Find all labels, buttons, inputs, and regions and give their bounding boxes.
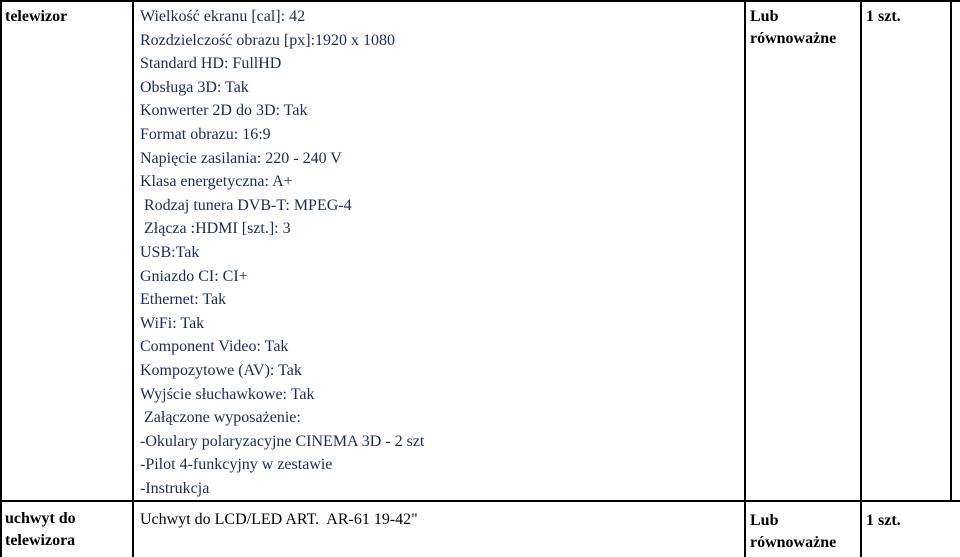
spec-line: Obsługa 3D: Tak [140,78,249,96]
spec-line: WiFi: Tak [140,314,205,332]
item-line-1: uchwyt do [5,510,76,527]
col-divider-1 [132,0,134,557]
equivalent-line-2: równoważne [750,534,837,551]
row2-equivalent [750,510,836,554]
spec-line: Ethernet: Tak [140,291,227,309]
spec-line: Kompozytowe (AV): Tak [140,361,302,379]
table-top-border [0,0,960,2]
row1-item: telewizor [5,8,68,25]
spec-line: -Pilot 4-funkcyjny w zestawie [140,456,333,474]
col-divider-3 [860,0,862,557]
table-left-border [0,0,2,557]
spec-line: Component Video: Tak [140,338,289,356]
col-divider-2 [744,0,746,557]
spec-line: Rozdzielczość obrazu [px]:1920 x 1080 [140,31,396,49]
spec-line: USB:Tak [140,243,200,261]
equivalent-line-2: równoważne [750,30,837,47]
row1-specs [140,5,740,500]
table-right-border [950,0,952,500]
spec-line: Wielkość ekranu [cal]: 42 [140,8,306,25]
spec-line: Załączone wyposażenie: [140,409,301,427]
row1-quantity: 1 szt. [866,8,901,25]
spec-line: -Okulary polaryzacyjne CINEMA 3D - 2 szt [140,432,425,450]
row2-quantity: 1 szt. [866,512,901,529]
spec-line: Klasa energetyczna: A+ [140,173,293,191]
equivalent-line-1: Lub [750,8,779,25]
spec-line: Napięcie zasilania: 220 - 240 V [140,149,342,167]
item-line-2: telewizora [5,532,76,549]
equivalent-line-1: Lub [750,512,779,529]
row2-description: Uchwyt do LCD/LED ART. AR-61 19-42" [140,511,418,528]
spec-line: Standard HD: FullHD [140,55,282,73]
spec-line: Rodzaj tunera DVB-T: MPEG-4 [140,196,352,214]
spec-line: Format obrazu: 16:9 [140,125,271,143]
spec-line: Gniazdo CI: CI+ [140,267,248,285]
row1-equivalent [750,6,836,50]
spec-line: Konwerter 2D do 3D: Tak [140,102,308,120]
spec-line: -Instrukcja [140,479,210,497]
spec-line: Złącza :HDMI [szt.]: 3 [140,220,291,238]
spec-line: Wyjście słuchawkowe: Tak [140,385,315,403]
row2-item [5,508,76,552]
